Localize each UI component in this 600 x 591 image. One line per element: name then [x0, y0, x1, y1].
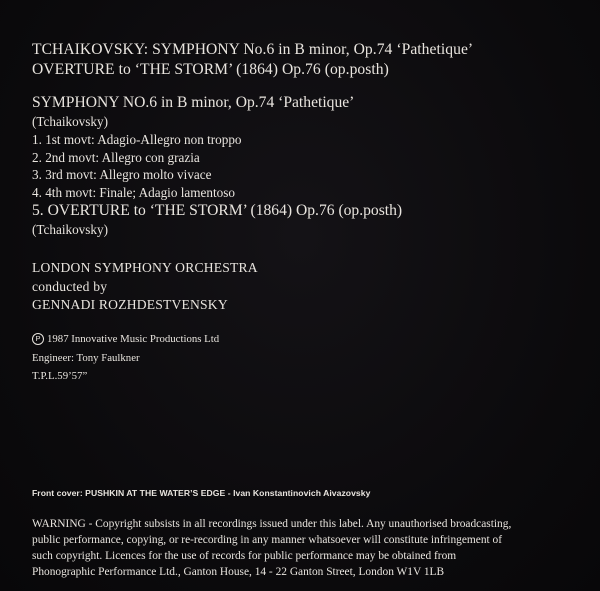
engineer-line: Engineer: Tony Faulkner [32, 351, 140, 364]
credits-block [32, 330, 219, 386]
copyright-text: 1987 Innovative Music Productions Ltd [47, 333, 220, 345]
symphony-composer: (Tchaikovsky) [32, 114, 108, 129]
symphony-title: SYMPHONY NO.6 in B minor, Op.74 ‘Pathetique’ [32, 94, 355, 111]
track-item-5-overture: 5. OVERTURE to ‘THE STORM’ (1864) Op.76 (op.posth) [32, 202, 403, 219]
performers-block [32, 259, 258, 315]
track-item-4: 4. 4th movt: Finale; Adagio lamentoso [32, 184, 235, 200]
track-item-1: 1. 1st movt: Adagio-Allegro non troppo [32, 132, 242, 147]
track-list [32, 93, 402, 239]
phonogram-icon: P [32, 333, 44, 345]
orchestra-name: LONDON SYMPHONY ORCHESTRA [32, 260, 258, 275]
warning-line-4: Phonographic Performance Ltd., Ganton House, 14 - 22 Ganton Street, London W1V 1LB [32, 566, 445, 578]
album-title-line-1: TCHAIKOVSKY: SYMPHONY No.6 in B minor, Op.74 ‘Pathetique’ [32, 41, 474, 58]
copyright-line [32, 330, 219, 349]
track-item-3: 3. 3rd movt: Allegro molto vivace [32, 167, 212, 182]
warning-line-3: such copyright. Licences for the use of records for public performance may be obtained from [32, 550, 457, 562]
warning-line-2: public performance, copying, or re-recording in any manner whatsoever will constitute infringement of [32, 534, 503, 546]
front-cover-credit: Front cover: PUSHKIN AT THE WATER’S EDGE - Ivan Konstantinovich Aivazovsky [32, 488, 371, 498]
track-item-2: 2. 2nd movt: Allegro con grazia [32, 149, 200, 165]
warning-line-1: WARNING - Copyright subsists in all recordings issued under this label. Any unauthorised broadcasting, [32, 518, 512, 530]
overture-composer: (Tchaikovsky) [32, 222, 108, 237]
album-title-line-2: OVERTURE to ‘THE STORM’ (1864) Op.76 (op.posth) [32, 61, 389, 78]
conducted-by-label: conducted by [32, 278, 108, 294]
album-title-block [32, 40, 473, 80]
copyright-warning [32, 516, 582, 580]
total-time-line: T.P.L.59’57” [32, 370, 88, 382]
conductor-name: GENNADI ROZHDESTVENSKY [32, 297, 228, 312]
